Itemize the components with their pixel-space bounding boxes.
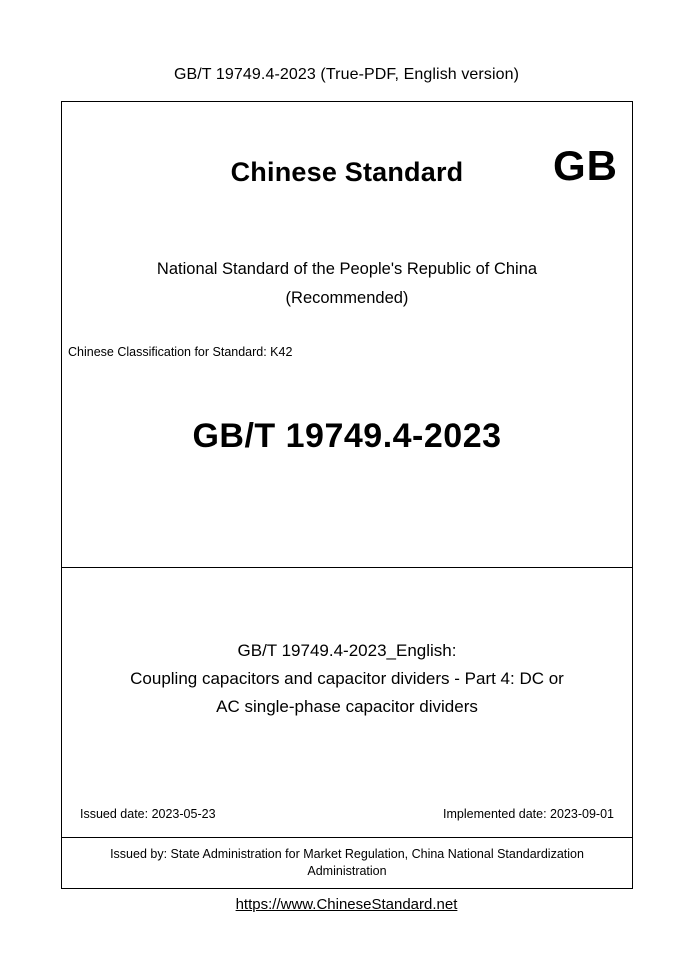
standard-title-line-2: Coupling capacitors and capacitor dividers - Part 4: DC or [130, 669, 564, 688]
gb-logo-mark: GB [553, 142, 618, 189]
cover-title-section [62, 568, 632, 838]
cover-upper-section [62, 102, 632, 568]
implemented-date: Implemented date: 2023-09-01 [443, 807, 614, 821]
standard-title-line-3: AC single-phase capacitor dividers [216, 697, 478, 716]
national-standard-line-2: (Recommended) [285, 289, 409, 307]
classification-code: Chinese Classification for Standard: K42 [68, 345, 293, 359]
page-title: GB/T 19749.4-2023 (True-PDF, English version) [173, 66, 520, 83]
national-standard-text [62, 255, 632, 313]
source-website-text: https://www.ChineseStandard.net [235, 896, 458, 913]
standard-title-line-1: GB/T 19749.4-2023_English: [237, 641, 457, 660]
date-row [62, 807, 632, 821]
standard-number: GB/T 19749.4-2023 [192, 417, 502, 455]
source-website-link[interactable] [0, 896, 693, 913]
chinese-standard-heading: Chinese Standard [230, 157, 464, 187]
standard-title-block [62, 637, 632, 721]
issued-date: Issued date: 2023-05-23 [80, 807, 216, 821]
standard-cover-box [61, 101, 633, 889]
national-standard-line-1: National Standard of the People's Republic of China [156, 260, 538, 278]
issuing-authority: Issued by: State Administration for Market Regulation, China National Standardization Administration [110, 847, 584, 878]
